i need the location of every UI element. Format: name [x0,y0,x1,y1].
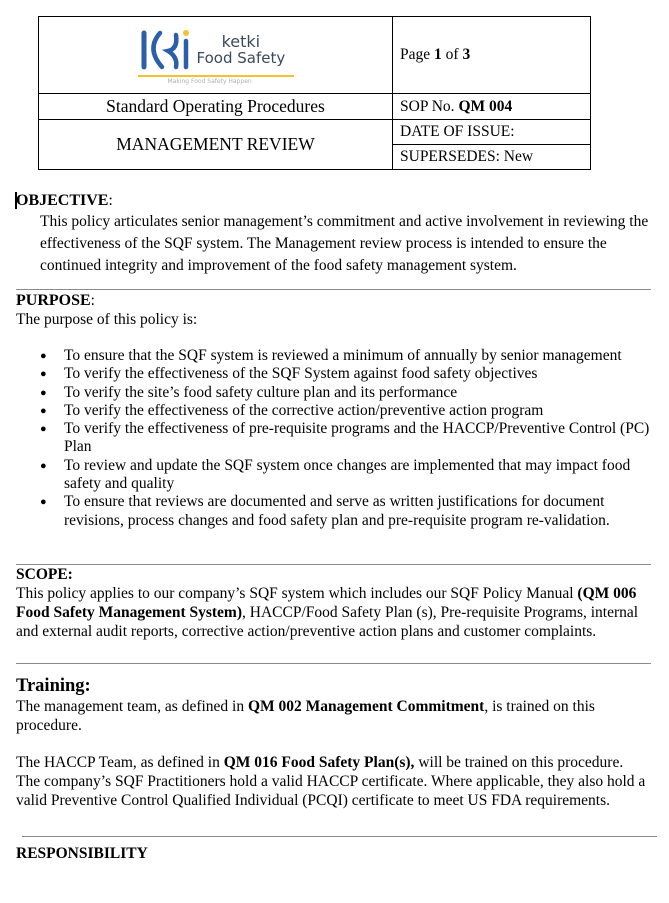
scope-bold-ref: (QM 006 Food Safety Management System) [16,585,637,621]
training-text-part: The management team, as defined in [16,698,248,715]
purpose-list [16,347,650,530]
scope-text-part: This policy applies to our company’s SQF system which includes our SQF Policy Manual [16,585,578,602]
logo-cell [39,17,393,94]
list-item: ● To ensure that the SQF system is reviewed a minimum of annually by senior management [16,347,650,365]
logo-tagline: Making Food Safety Happen [167,78,252,85]
document-header [38,16,591,170]
page-current: 1 [434,46,442,63]
scope-text-part: , HACCP/Food Safety Plan (s), Pre-requisite Programs, internal and external audit reports, corrective action/preventive action plans and customer complaints. [16,604,639,640]
divider [16,289,651,290]
divider [16,663,651,664]
training-paragraph-2 [16,753,650,810]
training-text-part: , is trained on this procedure. [16,698,595,734]
scope-section [16,565,650,641]
purpose-colon: : [90,292,95,309]
purpose-heading: PURPOSE [16,292,91,309]
page-prefix: Page [400,46,435,63]
text-cursor [15,192,17,209]
list-item: ● To verify the site’s food safety culture plan and its performance [16,384,650,402]
scope-text [16,584,650,641]
date-of-issue: DATE OF ISSUE: [393,120,591,145]
training-text-part: The HACCP Team, as defined in [16,754,224,771]
sop-prefix: SOP No. [400,97,459,115]
sop-number: QM 004 [458,97,513,115]
sop-number-cell [393,94,591,120]
responsibility-section [16,844,650,863]
page-of: of [441,46,463,63]
ketki-logo-mark-icon [138,27,193,73]
responsibility-heading: RESPONSIBILITY [16,845,148,862]
training-bold-ref: QM 016 Food Safety Plan(s), [223,754,415,771]
training-paragraph-1 [16,697,650,735]
logo-subname: Food Safety [196,49,286,67]
purpose-intro: The purpose of this policy is: [16,311,198,328]
training-heading: Training: [16,676,91,696]
logo-underline [138,75,294,77]
page-total: 3 [462,46,471,63]
objective-colon: : [108,192,113,209]
list-item: ● To verify the effectiveness of the SQF System against food safety objectives [16,365,650,383]
training-bold-ref: QM 002 Management Commitment [247,698,485,715]
standard-title: Standard Operating Procedures [39,94,393,120]
list-item: ● To ensure that reviews are documented and serve as written justifications for document revisions, process changes and food safety plan and pre-requisite program re-validation. [16,493,650,530]
list-item: ● To review and update the SQF system once changes are implemented that may impact food safety and quality [16,457,650,494]
list-item: ● To verify the effectiveness of pre-requisite programs and the HACCP/Preventive Control (PC) Plan [16,420,650,457]
training-section [16,675,650,810]
objective-heading: OBJECTIVE [16,192,109,209]
objective-section [16,191,650,277]
objective-text: This policy articulates senior management’s commitment and active involvement in reviewing the effectiveness of the SQF system. The Management review process is intended to ensure the continued integrity and improvement of the food safety management system. [40,213,649,274]
divider [22,836,657,837]
scope-heading: SCOPE: [16,566,73,583]
logo-name: ketki [221,32,261,51]
supersedes: SUPERSEDES: New [393,145,591,170]
company-logo [138,27,294,85]
training-text-part: will be trained on this procedure. The company’s SQF Practitioners hold a valid HACCP certificate. Where applicable, they also hold a valid Preventive Control Qualified Individual (PCQI) certificate to meet US FDA requirements. [16,754,646,809]
page-number-cell [393,17,591,94]
document-title: MANAGEMENT REVIEW [39,120,393,170]
purpose-section [16,291,650,530]
list-item: ● To verify the effectiveness of the corrective action/preventive action program [16,402,650,420]
